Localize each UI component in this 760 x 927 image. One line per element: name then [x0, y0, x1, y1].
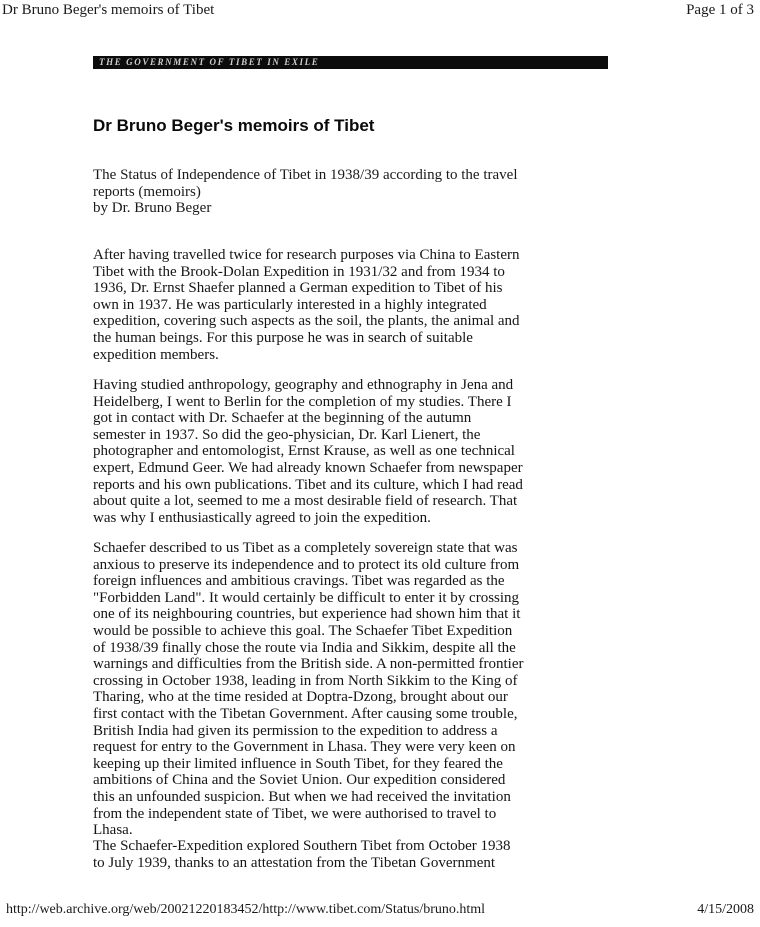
paragraph-line: Lhasa. [93, 822, 133, 839]
paragraph-line: expedition members. [93, 346, 219, 363]
paragraph-line: first contact with the Tibetan Government. After causing some trouble, [93, 705, 518, 722]
paragraph-line: warnings and difficulties from the British side. A non-permitted frontier [93, 656, 524, 673]
paragraph [93, 377, 618, 526]
paragraph [93, 540, 618, 839]
paragraph-line: anxious to preserve its independence and to protect its old culture from [93, 556, 520, 573]
paragraph-line: British India had given its permission to the expedition to address a [93, 722, 498, 739]
document-subtitle [93, 167, 613, 217]
page-number: Page 1 of 3 [686, 2, 754, 18]
byline: by Dr. Bruno Beger [93, 200, 212, 216]
paragraph-line: was why I enthusiastically agreed to join the expedition. [93, 509, 431, 526]
paragraph-line: photographer and entomologist, Ernst Krause, as well as one technical [93, 443, 515, 460]
paragraph-line: about quite a lot, seemed to me a most desirable field of research. That [93, 493, 518, 510]
paragraph-line: the human beings. For this purpose he was in search of suitable [93, 329, 473, 346]
paragraph-line: would be possible to achieve this goal. The Schaefer Tibet Expedition [93, 622, 513, 639]
paragraph-line: Tharing, who at the time resided at Doptra-Dzong, brought about our [93, 689, 508, 706]
subtitle-line: reports (memoirs) [93, 183, 201, 200]
paragraph-line: one of its neighbouring countries, but experience had shown him that it [93, 606, 521, 623]
paragraph-line: 1936, Dr. Ernst Shaefer planned a German expedition to Tibet of his [93, 280, 503, 297]
paragraph-line: Schaefer described to us Tibet as a completely sovereign state that was [93, 540, 518, 556]
paragraph [93, 247, 618, 363]
paragraph-line: expert, Edmund Geer. We had already known Schaefer from newspaper [93, 459, 523, 476]
paragraph-line: reports and his own publications. Tibet and its culture, which I had read [93, 476, 523, 493]
paragraph-line: expedition, covering such aspects as the soil, the plants, the animal and [93, 313, 520, 330]
paragraph-line: of 1938/39 finally chose the route via India and Sikkim, despite all the [93, 639, 516, 656]
paragraph-line: crossing in October 1938, leading in from North Sikkim to the King of [93, 672, 518, 689]
paragraph-line: from the independent state of Tibet, we were authorised to travel to [93, 805, 497, 822]
paragraph-line: keeping up their limited influence in South Tibet, for they feared the [93, 755, 503, 772]
paragraph-line: Heidelberg, I went to Berlin for the completion of my studies. There I [93, 393, 512, 410]
print-footer-url: http://web.archive.org/web/20021220183452/http://www.tibet.com/Status/bruno.html [6, 902, 486, 917]
paragraph-line: "Forbidden Land". It would certainly be difficult to enter it by crossing [93, 589, 520, 606]
paragraph-line: foreign influences and ambitious cravings. Tibet was regarded as the [93, 573, 505, 590]
paragraph-line: semester in 1937. So did the geo-physician, Dr. Karl Lienert, the [93, 426, 481, 443]
document-title: Dr Bruno Beger's memoirs of Tibet [93, 116, 375, 135]
banner-text: THE GOVERNMENT OF TIBET IN EXILE [99, 57, 320, 67]
subtitle-line: The Status of Independence of Tibet in 1938/39 according to the travel [93, 167, 518, 183]
print-footer-date: 4/15/2008 [697, 902, 754, 917]
paragraph [93, 838, 618, 871]
paragraph-line: request for entry to the Government in Lhasa. They were very keen on [93, 739, 516, 756]
paragraph-line: to July 1939, thanks to an attestation from the Tibetan Government [93, 854, 496, 871]
paragraph-line: got in contact with Dr. Schaefer at the beginning of the autumn [93, 410, 472, 427]
paragraph-line: The Schaefer-Expedition explored Southern Tibet from October 1938 [93, 838, 511, 854]
paragraph-line: this an unfounded suspicion. But when we had received the invitation [93, 788, 511, 805]
print-header-title: Dr Bruno Beger's memoirs of Tibet [2, 2, 215, 18]
paragraph-line: After having travelled twice for research purposes via China to Eastern [93, 247, 520, 263]
paragraph-line: ambitions of China and the Soviet Union. Our expedition considered [93, 772, 506, 789]
paragraph-line: own in 1937. He was particularly interested in a highly integrated [93, 296, 487, 313]
site-banner [93, 56, 608, 69]
paragraph-line: Having studied anthropology, geography and ethnography in Jena and [93, 377, 514, 393]
paragraph-line: Tibet with the Brook-Dolan Expedition in 1931/32 and from 1934 to [93, 263, 505, 280]
